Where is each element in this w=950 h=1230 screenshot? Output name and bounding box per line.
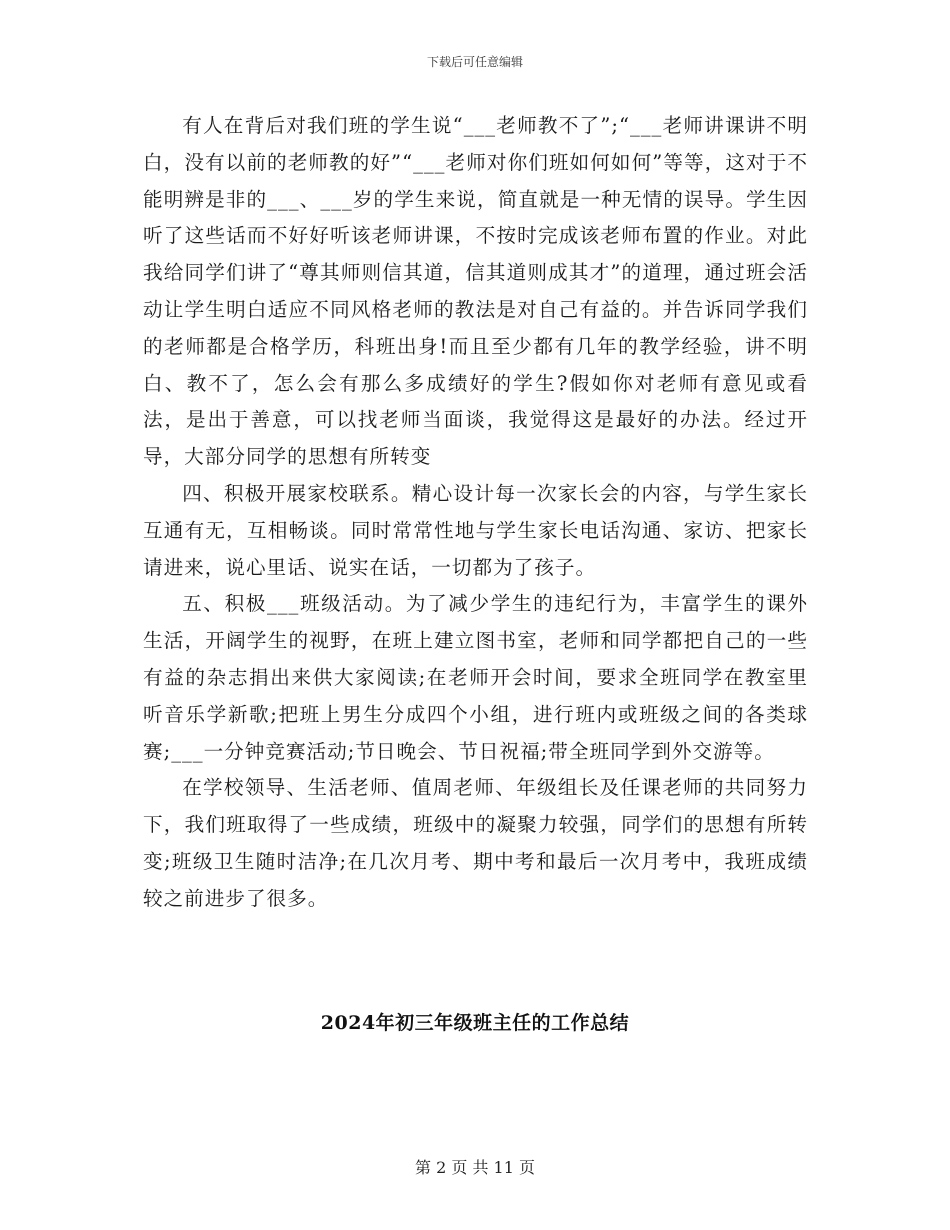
paragraph-home-school-contact: 四、积极开展家校联系。精心设计每一次家长会的内容，与学生家长互通有无，互相畅谈。同时常常性地与学生家长电话沟通、家访、把家长请进来，说心里话、说实在话，一切都为了孩子。 xyxy=(143,481,808,579)
paragraph-teacher-respect: 有人在背后对我们班的学生说“___老师教不了”;“___老师讲课讲不明白，没有以前的老师教的好”“___老师对你们班如何如何”等等，这对于不能明辨是非的___、___岁的学生来说，简直就是一种无情的误导。学生因听了这些话而不好好听该老师讲课，不按时完成该老师布置的作业。对此我给同学们讲了“尊其师则信其道，信其道则成其才”的道理，通过班会活动让学生明白适应不同风格老师的教法是对自己有益的。并告诉同学我们的老师都是合格学历，科班出身!而且至少都有几年的教学经验，讲不明白、教不了，怎么会有那么多成绩好的学生?假如你对老师有意见或看法，是出于善意，可以找老师当面谈，我觉得这是最好的办法。经过开导，大部分同学的思想有所转变 xyxy=(143,114,808,469)
paragraph-achievements: 在学校领导、生活老师、值周老师、年级组长及任课老师的共同努力下，我们班取得了一些成绩，班级中的凝聚力较强，同学们的思想有所转变;班级卫生随时洁净;在几次月考、期中考和最后一次月考中，我班成绩较之前进步了很多。 xyxy=(143,776,808,910)
document-body xyxy=(143,108,808,918)
section-title: 2024年初三年级班主任的工作总结 xyxy=(320,1012,630,1034)
page-number: 第 2 页 共 11 页 xyxy=(415,1158,535,1177)
page-header-note: 下载后可任意编辑 xyxy=(426,55,523,69)
paragraph-class-activities: 五、积极___班级活动。为了减少学生的违纪行为，丰富学生的课外生活，开阔学生的视野，在班上建立图书室，老师和同学都把自己的一些有益的杂志捐出来供大家阅读;在老师开会时间，要求全班同学在教室里听音乐学新歌;把班上男生分成四个小组，进行班内或班级之间的各类球赛;___一分钟竞赛活动;节日晚会、节日祝福;带全班同学到外交游等。 xyxy=(143,592,808,763)
